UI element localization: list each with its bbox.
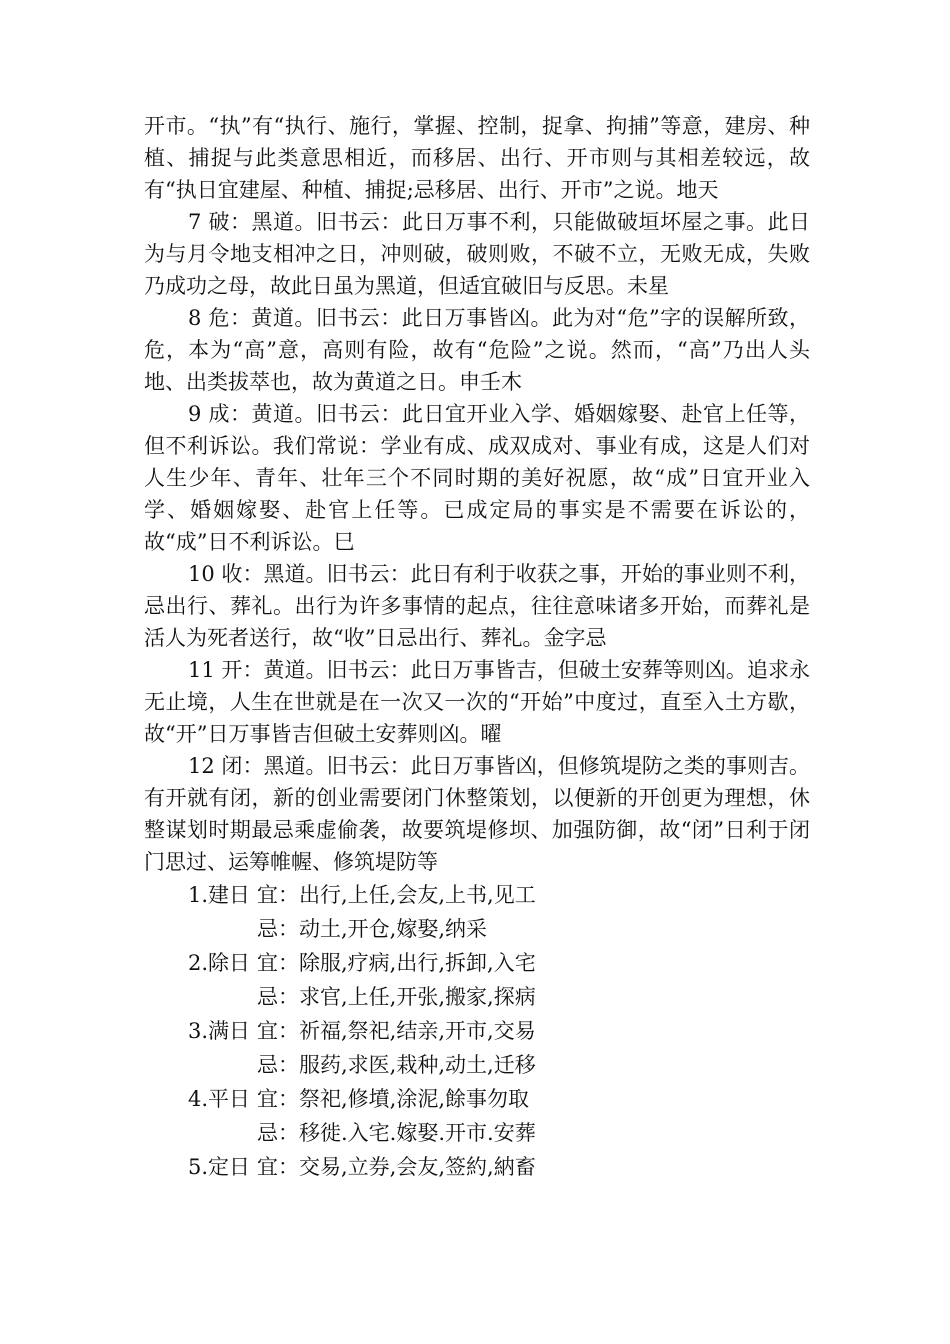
paragraph-bi: 12 闭：黑道。旧书云：此日万事皆凶，但修筑堤防之类的事则吉。有开就有闭，新的创业需要闭门休整策划，以便新的开创更为理想，休整谋划时期最忌乘虚偷袭，故要筑堤修坝、加强防御，故“闭”日利于闭门思过、运筹帷幄、修筑堤防等 [144, 754, 810, 874]
list-item-chu-yi [144, 946, 810, 980]
yi-items: 祈福,祭祀,结亲,开市,交易 [299, 1019, 536, 1043]
paragraph-po: 7 破：黑道。旧书云：此日万事不利，只能做破垣坏屋之事。此日为与月令地支相冲之日，冲则破，破则败，不破不立，无败无成，失败乃成功之母，故此日虽为黑道，但适宜破旧与反思。未星 [144, 210, 810, 298]
day-label: 5.定日 [188, 1155, 251, 1179]
yi-label: 宜： [257, 951, 299, 975]
yi-label: 宜： [257, 883, 299, 907]
ji-items: 服药,求医,栽种,动土,迁移 [299, 1053, 536, 1077]
ji-label: 忌： [257, 1121, 299, 1145]
day-label: 2.除日 [188, 951, 251, 975]
paragraph-shou: 10 收：黑道。旧书云：此日有利于收获之事，开始的事业则不利，忌出行、葬礼。出行为许多事情的起点，往往意味诸多开始，而葬礼是活人为死者送行，故“收”日忌出行、葬礼。金字忌 [144, 562, 810, 650]
yi-items: 出行,上任,会友,上书,见工 [299, 883, 536, 907]
yi-label: 宜： [257, 1019, 299, 1043]
list-item-chu-ji [144, 980, 810, 1014]
paragraph-wei: 8 危：黄道。旧书云：此日万事皆凶。此为对“危”字的误解所致，危，本为“高”意，高则有险，故有“危险”之说。然而，“高”乃出人头地、出类拔萃也，故为黄道之日。申壬木 [144, 306, 810, 394]
list-item-ding-yi [144, 1150, 810, 1184]
list-item-ping-yi [144, 1082, 810, 1116]
paragraph-zhi-continued: 开市。“执”有“执行、施行，掌握、控制，捉拿、拘捕”等意，建房、种植、捕捉与此类意思相近，而移居、出行、开市则与其相差较远，故有“执日宜建屋、种植、捕捉;忌移居、出行、开市”之说。地天 [144, 114, 810, 202]
list-item-man-ji [144, 1048, 810, 1082]
day-label: 3.满日 [188, 1019, 251, 1043]
ji-label: 忌： [257, 1053, 299, 1077]
yi-label: 宜： [257, 1087, 299, 1111]
paragraph-kai: 11 开：黄道。旧书云：此日万事皆吉，但破土安葬等则凶。追求永无止境，人生在世就是在一次又一次的“开始”中度过，直至入土方歇，故“开”日万事皆吉但破土安葬则凶。曜 [144, 658, 810, 746]
yi-items: 交易,立券,会友,签約,納畜 [299, 1155, 536, 1179]
yi-items: 祭祀,修墳,涂泥,餘事勿取 [299, 1087, 530, 1111]
paragraph-cheng: 9 成：黄道。旧书云：此日宜开业入学、婚姻嫁娶、赴官上任等，但不利诉讼。我们常说：学业有成、成双成对、事业有成，这是人们对人生少年、青年、壮年三个不同时期的美好祝愿，故“成”日宜开业入学、婚姻嫁娶、赴官上任等。已成定局的事实是不需要在诉讼的，故“成”日不利诉讼。巳 [144, 402, 810, 554]
list-item-man-yi [144, 1014, 810, 1048]
document-page [144, 110, 810, 1184]
ji-items: 动土,开仓,嫁娶,纳采 [299, 917, 488, 941]
ji-label: 忌： [257, 917, 299, 941]
list-item-jian-yi [144, 878, 810, 912]
yi-ji-list [144, 878, 810, 1184]
ji-items: 求官,上任,开张,搬家,探病 [299, 985, 536, 1009]
list-item-ping-ji [144, 1116, 810, 1150]
day-label: 4.平日 [188, 1087, 251, 1111]
yi-items: 除服,疗病,出行,拆卸,入宅 [299, 951, 536, 975]
yi-label: 宜： [257, 1155, 299, 1179]
ji-items: 移徙.入宅.嫁娶.开市.安葬 [299, 1121, 536, 1145]
list-item-jian-ji [144, 912, 810, 946]
ji-label: 忌： [257, 985, 299, 1009]
day-label: 1.建日 [188, 883, 251, 907]
